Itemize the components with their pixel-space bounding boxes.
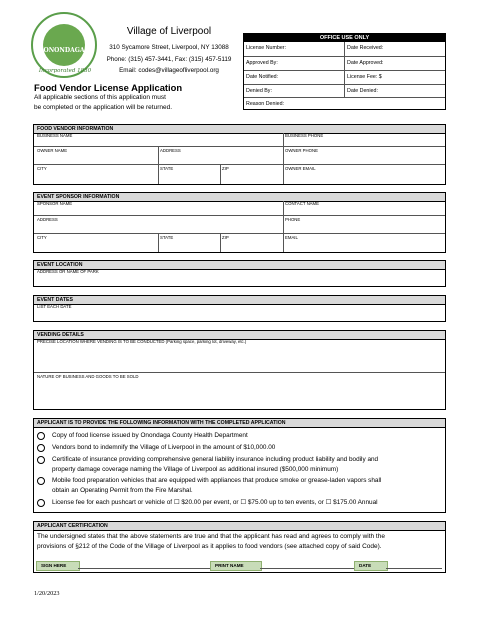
row-divider — [34, 215, 445, 216]
food-vendor-section — [33, 124, 446, 185]
sign-here-label — [36, 561, 80, 571]
print-name-text: PRINT NAME — [215, 563, 244, 568]
certification-text-line2: provisions of §212 of the Code of the Village of Liverpool as it applies to food vendors (see attached copy of said Code). — [37, 543, 382, 550]
village-name: Village of Liverpool — [126, 26, 212, 37]
form-instructions-line2: be completed or the application will be returned. — [34, 104, 173, 111]
office-column-divider — [344, 42, 345, 97]
requirements-section — [33, 418, 446, 513]
sponsor-address-field[interactable]: ADDRESS — [37, 217, 58, 222]
location-field[interactable]: ADDRESS OR NAME OF PARK — [37, 269, 99, 274]
print-name-line[interactable] — [260, 568, 354, 569]
section-header — [34, 125, 445, 134]
requirement-vendors-bond: Vendors bond to indemnify the Village of Liverpool in the amount of $10,000.00 — [52, 444, 276, 451]
event-dates-section — [33, 295, 446, 322]
event-dates-field[interactable]: LIST EACH DATE — [37, 304, 72, 309]
state-field[interactable]: STATE — [160, 166, 174, 171]
precise-location-field[interactable]: PRECISE LOCATION WHERE VENDING IS TO BE CONDUCTED (Parking space, parking lot, driveway, etc.) — [37, 339, 247, 344]
date-line[interactable] — [386, 568, 442, 569]
license-fee-field[interactable]: License Fee: $ — [347, 74, 382, 80]
location-title: EVENT LOCATION — [37, 262, 83, 268]
print-name-label — [210, 561, 262, 571]
requirement-radio[interactable] — [37, 477, 45, 485]
dates-title: EVENT DATES — [37, 297, 73, 303]
city-field[interactable]: CITY — [37, 166, 47, 171]
column-divider — [220, 233, 221, 252]
row-divider — [34, 146, 445, 147]
section-header — [34, 296, 445, 305]
requirements-title: APPLICANT IS TO PROVIDE THE FOLLOWING INFORMATION WITH THE COMPLETED APPLICATION — [37, 420, 286, 426]
sponsor-name-field[interactable]: SPONSOR NAME — [37, 201, 73, 206]
sponsor-title: EVENT SPONSOR INFORMATION — [37, 194, 120, 200]
food-vendor-title: FOOD VENDOR INFORMATION — [37, 126, 114, 132]
requirement-insurance-line1: Certificate of insurance providing comprehensive general liability insurance including product liability and bodily and — [52, 456, 379, 463]
denied-by-field[interactable]: Denied By: — [246, 88, 272, 94]
date-received-field[interactable]: Date Received: — [347, 45, 384, 51]
vending-details-section — [33, 330, 446, 410]
sponsor-phone-field[interactable]: PHONE — [285, 217, 301, 222]
event-sponsor-section — [33, 192, 446, 253]
address-field[interactable]: ADDRESS — [160, 148, 181, 153]
owner-email-field[interactable]: OWNER EMAIL — [285, 166, 316, 171]
sponsor-zip-field[interactable]: ZIP — [222, 235, 229, 240]
owner-name-field[interactable]: OWNER NAME — [37, 148, 68, 153]
column-divider — [158, 146, 159, 184]
owner-phone-field[interactable]: OWNER PHONE — [285, 148, 318, 153]
column-divider — [283, 133, 284, 184]
office-divider — [244, 97, 445, 98]
incorporated-text: Incorporated 1830 — [38, 68, 92, 74]
nature-of-business-field[interactable]: NATURE OF BUSINESS AND GOODS TO BE SOLD — [37, 374, 139, 379]
seal-center — [43, 24, 85, 66]
sponsor-city-field[interactable]: CITY — [37, 235, 47, 240]
village-address: 310 Sycamore Street, Liverpool, NY 13088 — [109, 44, 229, 51]
village-phone: Phone: (315) 457-3441, Fax: (315) 457-5119 — [106, 56, 232, 63]
section-header — [34, 419, 445, 428]
requirement-mobile-line2: obtain an Operating Permit from the Fire Marshal. — [52, 487, 193, 494]
form-instructions-line1: All applicable sections of this application must — [34, 94, 166, 101]
vending-title: VENDING DETAILS — [37, 332, 84, 338]
column-divider — [158, 233, 159, 252]
date-label — [354, 561, 388, 571]
requirement-mobile-line1: Mobile food preparation vehicles that are equipped with appliances that produce smoke or grease-laden vapors shall — [52, 477, 382, 484]
office-use-header — [244, 34, 445, 42]
date-denied-field[interactable]: Date Denied: — [347, 88, 378, 94]
date-approved-field[interactable]: Date Approved: — [347, 60, 384, 66]
requirement-license-fee: License fee for each pushcart or vehicle of ☐ $20.00 per event, or ☐ $75.00 up to ten events, or ☐ $175.00 Annual — [52, 499, 378, 506]
requirement-radio[interactable] — [37, 456, 45, 464]
sponsor-state-field[interactable]: STATE — [160, 235, 174, 240]
row-divider — [34, 372, 445, 373]
office-use-title: OFFICE USE ONLY — [319, 35, 370, 41]
contact-name-field[interactable]: CONTACT NAME — [285, 201, 319, 206]
section-header — [34, 522, 445, 531]
business-phone-field[interactable]: BUSINESS PHONE — [285, 133, 324, 138]
requirement-radio[interactable] — [37, 499, 45, 507]
business-name-field[interactable]: BUSINESS NAME — [37, 133, 73, 138]
requirement-insurance-line2: property damage coverage naming the Village of Liverpool as additional insured ($500,000 minimum) — [52, 466, 339, 473]
event-location-section — [33, 260, 446, 287]
requirement-food-license: Copy of food license issued by Onondaga County Health Department — [52, 432, 248, 439]
revision-date: 1/20/2023 — [34, 590, 60, 597]
approved-by-field[interactable]: Approved By: — [246, 60, 278, 66]
certification-text-line1: The undersigned states that the above statements are true and that the applicant has read and agrees to comply with the — [37, 533, 385, 540]
date-text: DATE — [359, 563, 372, 568]
row-divider — [34, 233, 445, 234]
requirement-radio[interactable] — [37, 432, 45, 440]
section-header — [34, 193, 445, 202]
requirement-radio[interactable] — [37, 444, 45, 452]
office-use-box — [243, 33, 446, 110]
license-number-field[interactable]: License Number: — [246, 45, 287, 51]
seal-text: ONONDAGA — [43, 47, 85, 54]
sponsor-email-field[interactable]: EMAIL — [285, 235, 298, 240]
zip-field[interactable]: ZIP — [222, 166, 229, 171]
column-divider — [283, 201, 284, 252]
village-email: Email: codes@villageofliverpool.org — [119, 67, 219, 74]
row-divider — [34, 164, 445, 165]
applicant-certification-section — [33, 521, 446, 573]
date-notified-field[interactable]: Date Notified: — [246, 74, 279, 80]
certification-title: APPLICANT CERTIFICATION — [37, 523, 108, 529]
column-divider — [220, 164, 221, 184]
form-title: Food Vendor License Application — [34, 82, 183, 93]
reason-denied-field[interactable]: Reason Denied: — [246, 101, 284, 107]
sign-here-text: SIGN HERE — [41, 563, 67, 568]
signature-line[interactable] — [78, 568, 210, 569]
